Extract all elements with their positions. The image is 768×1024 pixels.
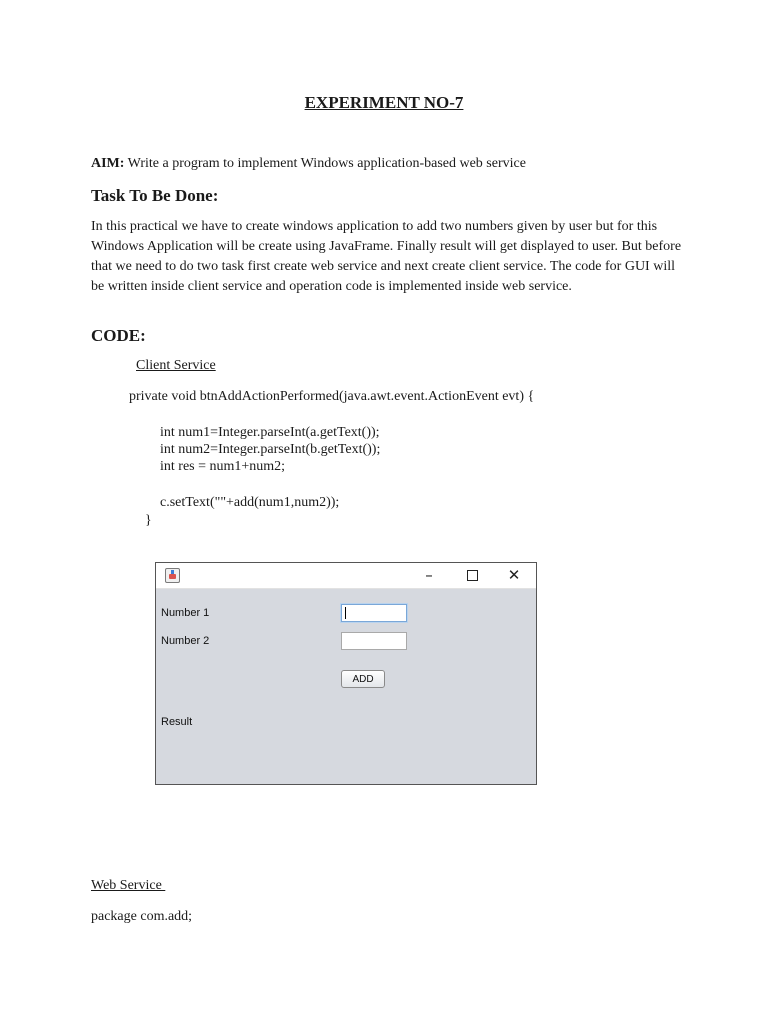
result-label: Result [161,716,193,728]
code-line-method-signature: private void btnAddActionPerformed(java.awt.event.ActionEvent evt) { [129,389,535,404]
code-line-settext: c.setText(""+add(num1,num2)); [160,495,340,510]
number1-label: Number 1 [161,607,210,619]
window-titlebar[interactable] [156,563,536,589]
maximize-button[interactable] [455,565,489,585]
aim-text: Write a program to implement Windows application-based web service [124,156,526,171]
web-service-label: Web Service [91,878,166,893]
number1-input[interactable] [341,604,407,622]
code-line-num1: int num1=Integer.parseInt(a.getText()); [160,425,380,440]
close-icon: ✕ [507,566,521,584]
number2-label: Number 2 [161,635,210,647]
code-line-res: int res = num1+num2; [160,459,286,474]
close-button[interactable] [497,565,531,585]
client-service-label: Client Service [136,358,216,373]
package-line: package com.add; [91,909,193,924]
text-caret [345,607,346,619]
maximize-icon [467,570,478,581]
experiment-title: EXPERIMENT NO-7 [304,93,464,112]
aim-line [91,156,526,172]
code-heading: CODE: [91,326,146,345]
code-line-num2: int num2=Integer.parseInt(b.getText()); [160,442,381,457]
minimize-icon: – [425,566,433,584]
java-cup-icon [165,568,180,583]
code-line-closing-brace: } [145,513,152,528]
java-app-window [155,562,537,785]
aim-label: AIM: [91,156,125,171]
task-paragraph: In this practical we have to create windows application to add two numbers given by user but for this Windows Application will be create using JavaFrame. Finally result will get displayed to user. But before that we need to do two task first create web service and next create client service. The code for GUI will be written inside client service and operation code is implemented inside web service. [91,219,682,294]
minimize-button[interactable] [412,565,446,585]
number2-input[interactable] [341,632,407,650]
task-heading: Task To Be Done: [91,186,219,205]
add-button[interactable]: ADD [341,670,385,688]
